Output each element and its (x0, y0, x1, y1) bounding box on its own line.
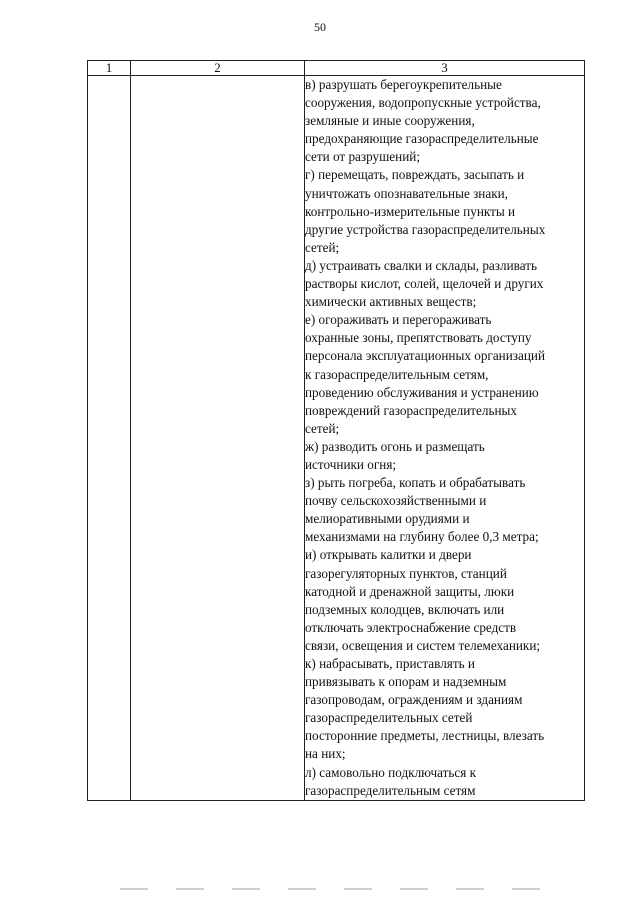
table-row (88, 76, 585, 801)
text-line: персонала эксплуатационных организаций (305, 348, 546, 364)
scan-mark (176, 888, 204, 890)
text-line: е) огораживать и перегораживать (305, 312, 492, 328)
text-line: газораспределительных сетей (305, 710, 473, 726)
text-line: сетей; (305, 239, 340, 255)
text-line: предохраняющие газораспределительные (305, 131, 539, 147)
text-line: посторонние предметы, лестницы, влезать (305, 728, 545, 744)
text-line: связи, освещения и систем телемеханики; (305, 637, 541, 653)
text-line: на них; (305, 746, 346, 762)
text-line: сети от разрушений; (305, 149, 420, 165)
text-line: почву сельскохозяйственными и (305, 493, 487, 509)
text-line: повреждений газораспределительных (305, 402, 518, 418)
text-line: механизмами на глубину более 0,3 метра; (305, 529, 539, 545)
text-line: газораспределительным сетям (305, 782, 476, 798)
scan-mark (120, 888, 148, 890)
column-header-2: 2 (131, 61, 305, 76)
text-line: химически активных веществ; (305, 294, 477, 310)
text-line: к газораспределительным сетям, (305, 366, 489, 382)
text-line: к) набрасывать, приставлять и (305, 656, 475, 671)
table-cell-col1 (88, 76, 131, 801)
text-line: другие устройства газораспределительных (305, 221, 546, 237)
text-line: сооружения, водопропускные устройства, (305, 95, 541, 111)
text-line: привязывать к опорам и надземным (305, 674, 507, 690)
table-cell-col3 (305, 76, 585, 801)
scan-mark (400, 888, 428, 890)
text-line: ж) разводить огонь и размещать (305, 438, 485, 454)
text-line: л) самовольно подключаться к (305, 764, 477, 780)
table-cell-col2 (131, 76, 305, 801)
text-line: д) устраивать свалки и склады, разливать (305, 257, 537, 273)
text-line: в) разрушать берегоукрепительные (305, 77, 502, 92)
scan-mark (344, 888, 372, 890)
text-line: уничтожать опознавательные знаки, (305, 185, 508, 201)
text-line: проведению обслуживания и устранению (305, 384, 539, 400)
text-line: мелиоративными орудиями и (305, 511, 470, 527)
column-header-1: 1 (88, 61, 131, 76)
scan-mark (456, 888, 484, 890)
text-line: г) перемещать, повреждать, засыпать и (305, 167, 525, 183)
text-line: сетей; (305, 420, 340, 436)
table-header-row (88, 61, 585, 76)
scan-artifact-marks (120, 888, 540, 892)
text-line: источники огня; (305, 456, 397, 472)
text-line: газопроводам, ограждениям и зданиям (305, 692, 523, 708)
page-number: 50 (314, 20, 326, 34)
column-header-3: 3 (305, 61, 585, 76)
text-line: катодной и дренажной защиты, люки (305, 583, 515, 599)
text-line: газорегуляторных пунктов, станций (305, 565, 507, 581)
scan-mark (512, 888, 540, 890)
scan-mark (288, 888, 316, 890)
text-line: отключать электроснабжение средств (305, 619, 517, 635)
text-line: земляные и иные сооружения, (305, 113, 475, 129)
text-line: контрольно-измерительные пункты и (305, 203, 516, 219)
text-line: и) открывать калитки и двери (305, 547, 472, 563)
text-line: подземных колодцев, включать или (305, 601, 505, 617)
text-line: з) рыть погреба, копать и обрабатывать (305, 475, 526, 491)
document-table (87, 60, 585, 801)
text-line: охранные зоны, препятствовать доступу (305, 330, 532, 346)
scan-mark (232, 888, 260, 890)
text-line: растворы кислот, солей, щелочей и других (305, 276, 544, 292)
